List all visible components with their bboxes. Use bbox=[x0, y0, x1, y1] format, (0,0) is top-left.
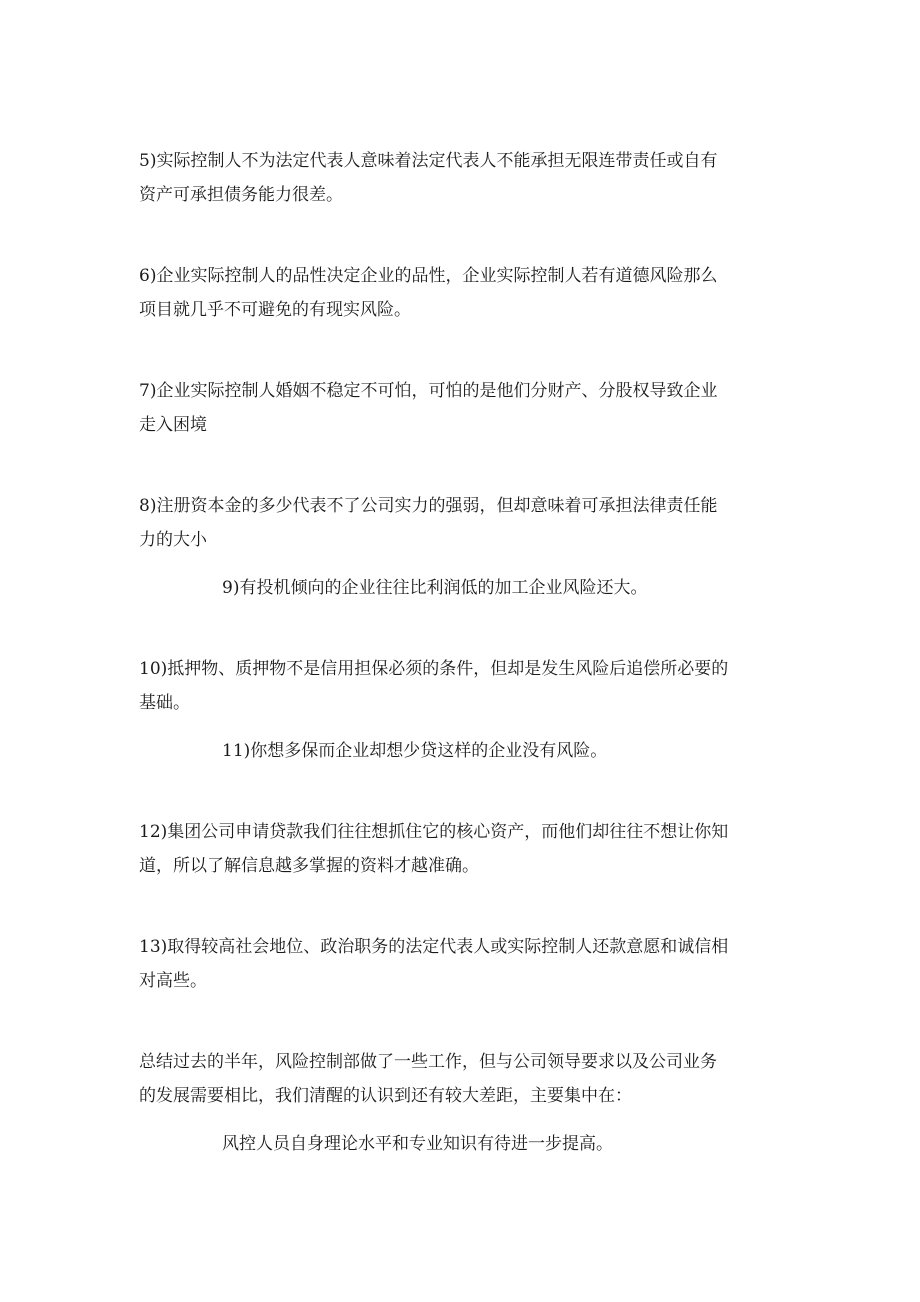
paragraph-item-7 bbox=[139, 374, 789, 442]
text-line: 总结过去的半年，风险控制部做了一些工作，但与公司领导要求以及公司业务 bbox=[139, 1052, 717, 1072]
text-line: 8)注册资本金的多少代表不了公司实力的强弱，但却意味着可承担法律责任能 bbox=[139, 496, 718, 516]
text-line: 资产可承担债务能力很差。 bbox=[139, 185, 343, 205]
text-line: 10)抵押物、质押物不是信用担保必须的条件，但却是发生风险后追偿所必要的 bbox=[139, 659, 729, 679]
paragraph-item-6 bbox=[139, 259, 789, 327]
text-line: 风控人员自身理论水平和专业知识有待进一步提高。 bbox=[222, 1134, 613, 1154]
text-line: 9)有投机倾向的企业往往比利润低的加工企业风险还大。 bbox=[222, 578, 648, 598]
text-line: 力的大小 bbox=[139, 530, 207, 550]
text-line: 12)集团公司申请贷款我们往往想抓住它的核心资产，而他们却往往不想让你知 bbox=[139, 822, 729, 842]
text-line: 项目就几乎不可避免的有现实风险。 bbox=[139, 300, 411, 320]
paragraph-summary bbox=[139, 1045, 789, 1113]
text-line: 5)实际控制人不为法定代表人意味着法定代表人不能承担无限连带责任或自有 bbox=[139, 151, 718, 171]
paragraph-item-12 bbox=[139, 815, 789, 883]
text-line: 11)你想多保而企业却想少贷这样的企业没有风险。 bbox=[222, 741, 608, 761]
text-line: 道，所以了解信息越多掌握的资料才越准确。 bbox=[139, 856, 479, 876]
text-line: 基础。 bbox=[139, 693, 190, 713]
paragraph-item-8 bbox=[139, 489, 789, 557]
paragraph-item-10 bbox=[139, 652, 789, 720]
text-line: 7)企业实际控制人婚姻不稳定不可怕，可怕的是他们分财产、分股权导致企业 bbox=[139, 381, 718, 401]
text-line: 走入困境 bbox=[139, 415, 207, 435]
paragraph-item-5 bbox=[139, 144, 789, 212]
paragraph-item-11 bbox=[222, 734, 872, 768]
text-line: 对高些。 bbox=[139, 971, 207, 991]
paragraph-item-13 bbox=[139, 930, 789, 998]
paragraph-summary-point bbox=[222, 1127, 872, 1161]
text-line: 6)企业实际控制人的品性决定企业的品性，企业实际控制人若有道德风险那么 bbox=[139, 266, 718, 286]
paragraph-item-9 bbox=[222, 571, 872, 605]
text-line: 13)取得较高社会地位、政治职务的法定代表人或实际控制人还款意愿和诚信相 bbox=[139, 937, 729, 957]
text-line: 的发展需要相比，我们清醒的认识到还有较大差距，主要集中在： bbox=[139, 1086, 632, 1106]
